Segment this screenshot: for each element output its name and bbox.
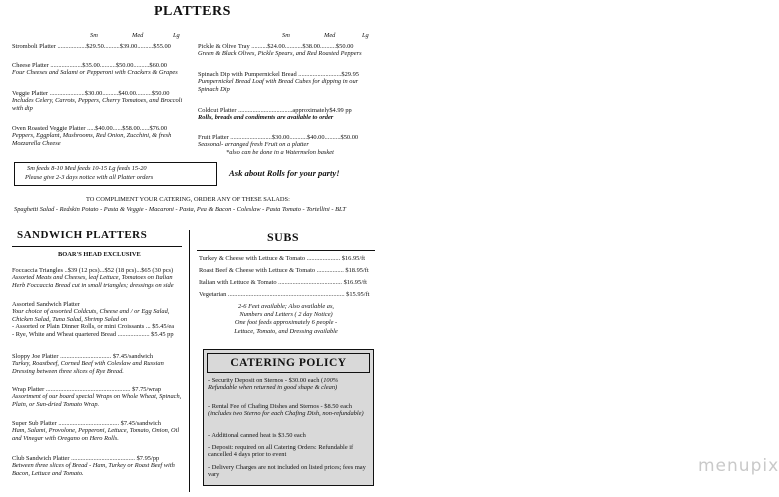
feeds-line: Sm feeds 8-10 Med feeds 10-15 Lg feeds 15-20 [27,165,147,172]
subs-rule-top [197,250,375,251]
policy-text: - Additional canned heat is $3.50 each [208,432,306,439]
platter-line: Oven Roasted Veggie Platter .....$40.00......$58.00......$76.00 [12,125,168,132]
platter-item [12,43,194,50]
policy-text-italic: 100% Refundable when returned in good shape & clean) [208,377,339,392]
policy-item [208,432,366,439]
platter-line: Veggie Platter ......................$30.00..........$40.00..........$50.00 [12,90,170,97]
platter-item [12,90,194,112]
platter-item [198,43,378,58]
platter-desc: Green & Black Olives, Pickle Spears, and Red Roasted Peppers [198,50,362,58]
platter-item [198,107,378,122]
platter-desc: Seasonal- arranged fresh Fruit on a platter [198,141,309,149]
platter-item [198,134,378,156]
sandwich-desc: Turkey, Roastbeef, Corned Beef with Coleslaw and Russian Dressing between three slices of Rye Bread. [12,360,164,375]
sandwich-desc: Assorted Meats and Cheeses, leaf Lettuce, Tomatoes on Italian Herb Foccaccia Bread cut in small triangles; dressings on side [12,274,174,289]
col-header-med-left: Med [132,32,144,39]
sandwich-extra: - Rye, White and Wheat quartered Bread .................... $5.45 pp [12,330,174,338]
sandwich-line: Assorted Sandwich Platter [12,301,80,308]
col-header-lg-right: Lg [362,32,369,39]
sandwich-extra: - Assorted or Plain Dinner Rolls, or mini Croissants ... $5.45/ea [12,323,175,331]
platter-line: Cheese Platter ....................$35.00..........$50.00..........$60.00 [12,62,167,69]
subs-title: SUBS [267,230,300,244]
sandwich-item [12,353,186,375]
sandwich-line: Club Sandwich Platter ........................................ $7.95/pp [12,455,160,462]
sandwich-desc: Ham, Salami, Provolone, Pepperoni, Lettuce, Tomato, Onion, Oil and Vinegar with Oregano on Hero Rolls. [12,427,180,442]
policy-item [208,464,366,479]
sandwich-item [12,420,186,442]
platter-note: *also can be done in a Watermelon basket [226,148,334,156]
column-divider [189,230,190,492]
sandwich-line: Sloppy Joe Platter ................................ $7.45/sandwich [12,353,154,360]
col-header-sm-left: Sm [90,32,98,39]
platter-desc: Pumpernickel Bread Loaf with Bread Cubes for dipping in our Spinach Dip [198,78,359,93]
watermark: menupix [698,456,779,476]
platter-item [12,125,194,147]
salads-list: Spaghetti Salad - Redskin Potato - Pasta & Veggie - Macaroni - Pasta, Pea & Bacon - Coleslaw - Pasta Tomato - Tortellini - BLT [14,206,346,213]
salads-heading: TO COMPLIMENT YOUR CATERING, ORDER ANY OF THESE SALADS: [86,196,290,203]
subs-item: Vegetarian ......................................................................... $15.95/ft [199,291,370,298]
subs-note: One foot feeds approximately 6 people - [234,319,338,327]
sandwich-subtitle: BOAR'S HEAD EXCLUSIVE [58,251,141,258]
sandwich-desc: Your choice of assorted Coldcuts, Cheese and / or Egg Salad, Chicken Salad, Tuna Salad, Shrimp Salad on [12,308,170,323]
feeds-box [14,162,217,186]
ask-rolls: Ask about Rolls for your party! [229,168,340,178]
policy-text: - Delivery Charges are not included on listed prices; fees may vary [208,464,366,479]
policy-text: - Rental Fee of Chafing Dishes and Sternos - $8.50 each [208,403,352,410]
catering-policy-title: CATERING POLICY [230,357,347,369]
platter-line: Spinach Dip with Pumpernickel Bread ...........................$29.95 [198,71,359,78]
platter-desc: Peppers, Eggplant, Mushrooms, Red Onion, Zucchini, & fresh Mozzarella Cheese [12,132,172,147]
platters-title: PLATTERS [154,4,231,19]
platter-item [198,71,378,93]
platter-line: Pickle & Olive Tray ..........$24.00...........$38.00..........$50.00 [198,43,354,50]
policy-item [208,444,366,459]
policy-text: - Security Deposit on Sternos - $30.00 each ( [208,377,324,384]
policy-item [208,377,366,392]
sandwich-desc: Between three slices of Bread - Ham, Turkey or Roast Beef with Bacon, Lettuce and Tomato. [12,462,175,477]
subs-item: Roast Beef & Cheese with Lettuce & Tomato ................. $18.95/ft [199,267,369,274]
platter-desc: Rolls, breads and condiments are available to order [198,114,334,122]
sandwich-item [12,386,186,408]
sandwich-line: Foccaccia Triangles ..$39 (12 pcs)...$52 (18 pcs)...$65 (30 pcs) [12,267,174,274]
subs-note: 2-6 Feet available; Also available as, [237,303,335,310]
platter-desc: Four Cheeses and Salami or Pepperoni with Crackers & Grapes [12,69,178,77]
subs-item: Turkey & Cheese with Lettuce & Tomato ..................... $16.95/ft [199,255,366,262]
platter-desc: Includes Celery, Carrots, Peppers, Cherry Tomatoes, and Broccoli with dip [12,97,183,112]
platter-line: Stromboli Platter ..................$29.50..........$39.00..........$55.00 [12,43,171,50]
sandwich-item [12,267,186,289]
policy-text: - Deposit: required on all Catering Orders: Refundable if cancelled 4 days prior to event [208,444,354,459]
col-header-sm-right: Sm [282,32,290,39]
subs-item: Italian with Lettuce & Tomato ........................................ $16.95/ft [199,279,367,286]
sandwich-item [12,301,186,338]
subs-notes [200,303,372,336]
subs-note: Lettuce, Tomato, and Dressing available [234,327,338,335]
platter-line: Fruit Platter ..........................$30.00...........$40.00..........$50.00 [198,134,359,141]
sandwich-desc: Assortment of our board special Wraps on Whole Wheat, Spinach, Plain, or Sun-dried Tomato Wrap. [12,393,182,408]
sandwich-line: Wrap Platter ..................................................... $7.75/wrap [12,386,162,393]
policy-text-italic: (includes two Sterno for each Chafing Dish, non-refundable) [208,410,364,418]
sandwich-title-rule [12,246,182,247]
policy-item [208,403,366,418]
sandwich-item [12,455,186,477]
col-header-med-right: Med [324,32,336,39]
platter-notice: Please give 2-3 days notice with all Platter orders [25,174,154,181]
platter-line: Coldcut Platter ..................................approximately$4.99 pp [198,107,352,114]
catering-policy-title-box [207,353,370,373]
subs-note: Numbers and Letters ( 2 day Notice) [239,311,333,319]
sandwich-title: SANDWICH PLATTERS [17,229,148,241]
col-header-lg-left: Lg [173,32,180,39]
sandwich-line: Super Sub Platter ...................................... $7.45/sandwich [12,420,161,427]
platter-item [12,62,194,77]
